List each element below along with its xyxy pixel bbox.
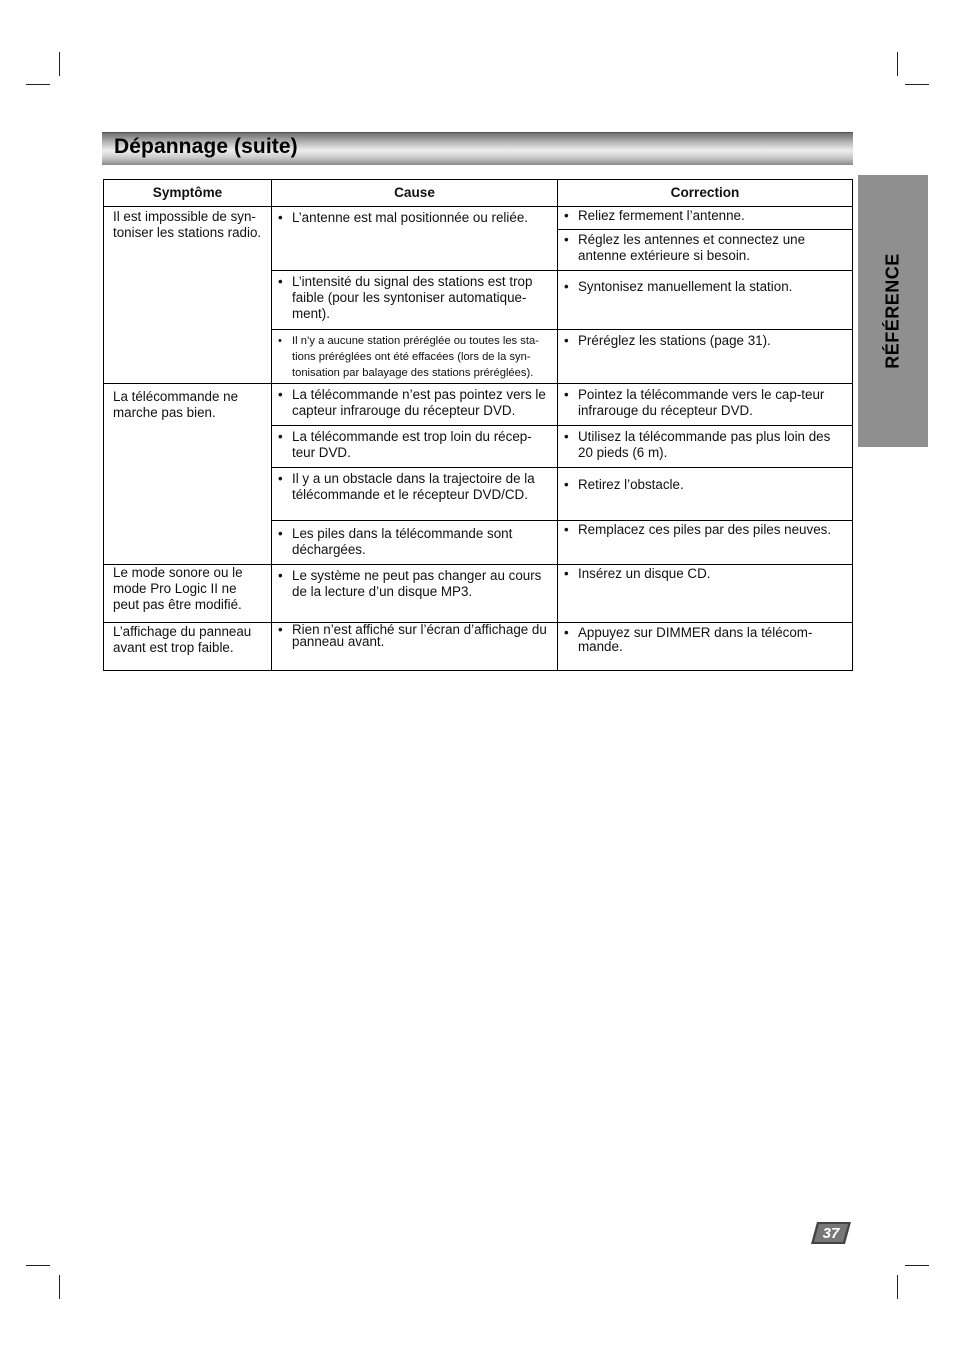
cause-cell (272, 384, 558, 426)
crop-mark (905, 1265, 929, 1266)
side-tab-label: RÉFÉRENCE (882, 253, 903, 369)
correction-text: Remplacez ces piles par des piles neuves. (578, 522, 832, 537)
symptom-cell: La télécommande ne marche pas bien. (104, 384, 272, 565)
cause-cell (272, 468, 558, 521)
crop-mark (905, 84, 929, 85)
correction-text: Appuyez sur DIMMER dans la télécom-mande. (578, 625, 813, 654)
table-row (104, 384, 853, 426)
bullet-mark: • (564, 387, 569, 402)
symptom-cell: Le mode sonore ou le mode Pro Logic II ne peut pas être modifié. (104, 565, 272, 623)
correction-cell (558, 565, 853, 623)
correction-text: Syntonisez manuellement la station. (578, 279, 793, 294)
bullet-mark: • (278, 622, 283, 637)
bullet-mark: • (564, 522, 569, 537)
page-title: Dépannage (suite) (114, 135, 298, 158)
correction-text: Pointez la télécommande vers le cap-teur infrarouge du récepteur DVD. (578, 387, 825, 418)
symptom-cell: Il est impossible de syn-toniser les stations radio. (104, 207, 272, 384)
cause-text: L’intensité du signal des stations est trop faible (pour les syntoniser automatique-ment). (292, 274, 533, 321)
crop-mark (897, 52, 898, 76)
correction-text: Reliez fermement l’antenne. (578, 208, 745, 223)
bullet-mark: • (564, 566, 569, 581)
bullet-mark: • (278, 210, 283, 225)
bullet-mark: • (564, 279, 569, 294)
section-title-bar (102, 132, 853, 165)
correction-cell (558, 384, 853, 426)
cause-text: Rien n’est affiché sur l’écran d’affichage du panneau avant. (292, 622, 547, 649)
bullet-mark: • (564, 429, 569, 444)
crop-mark (59, 1275, 60, 1299)
troubleshooting-table (103, 179, 853, 671)
bullet-mark: • (564, 208, 569, 223)
correction-text: Insérez un disque CD. (578, 566, 711, 581)
correction-cell (558, 521, 853, 565)
bullet-mark: • (564, 625, 569, 640)
cause-cell (272, 426, 558, 468)
table-header-row (104, 180, 853, 207)
correction-cell (558, 230, 853, 271)
cause-text: L’antenne est mal positionnée ou reliée. (292, 210, 528, 225)
cause-text: La télécommande n’est pas pointez vers le capteur infrarouge du récepteur DVD. (292, 387, 546, 418)
bullet-mark: • (564, 333, 569, 348)
correction-cell (558, 623, 853, 671)
bullet-mark: • (278, 526, 283, 541)
cause-text: Il y a un obstacle dans la trajectoire de la télécommande et le récepteur DVD/CD. (292, 471, 535, 502)
correction-text: Réglez les antennes et connectez une antenne extérieure si besoin. (578, 232, 806, 263)
cause-cell (272, 330, 558, 384)
symptom-cell: L’affichage du panneau avant est trop faible. (104, 623, 272, 671)
table-row (104, 623, 853, 671)
cause-text: Les piles dans la télécommande sont déchargées. (292, 526, 513, 557)
correction-cell (558, 207, 853, 230)
cause-cell (272, 271, 558, 330)
bullet-mark: • (278, 335, 282, 347)
header-symptom: Symptôme (104, 180, 272, 207)
bullet-mark: • (278, 429, 283, 444)
cause-text: Le système ne peut pas changer au cours de la lecture d’un disque MP3. (292, 568, 542, 599)
section-side-tab (858, 175, 928, 447)
bullet-mark: • (278, 387, 283, 402)
cause-text: La télécommande est trop loin du récep-teur DVD. (292, 429, 532, 460)
cause-text: Il n’y a aucune station préréglée ou toutes les sta-tions préréglées ont été effacées (lors de la syn-tonisation par balayage des stations préréglées). (292, 335, 539, 379)
correction-text: Utilisez la télécommande pas plus loin des 20 pieds (6 m). (578, 429, 831, 460)
correction-text: Retirez l’obstacle. (578, 477, 684, 492)
cause-cell (272, 623, 558, 671)
bullet-mark: • (278, 471, 283, 486)
correction-cell (558, 426, 853, 468)
crop-mark (26, 84, 50, 85)
table-row (104, 207, 853, 230)
correction-text: Préréglez les stations (page 31). (578, 333, 771, 348)
cause-cell (272, 207, 558, 271)
bullet-mark: • (278, 274, 283, 289)
page-number-badge (811, 1222, 851, 1244)
crop-mark (897, 1275, 898, 1299)
header-correction: Correction (558, 180, 853, 207)
correction-cell (558, 271, 853, 330)
bullet-mark: • (564, 232, 569, 247)
crop-mark (26, 1265, 50, 1266)
correction-cell (558, 330, 853, 384)
cause-cell (272, 565, 558, 623)
correction-cell (558, 468, 853, 521)
crop-mark (59, 52, 60, 76)
bullet-mark: • (564, 477, 569, 492)
header-cause: Cause (272, 180, 558, 207)
page-number: 37 (822, 1225, 840, 1242)
bullet-mark: • (278, 568, 283, 583)
table-row (104, 565, 853, 623)
cause-cell (272, 521, 558, 565)
